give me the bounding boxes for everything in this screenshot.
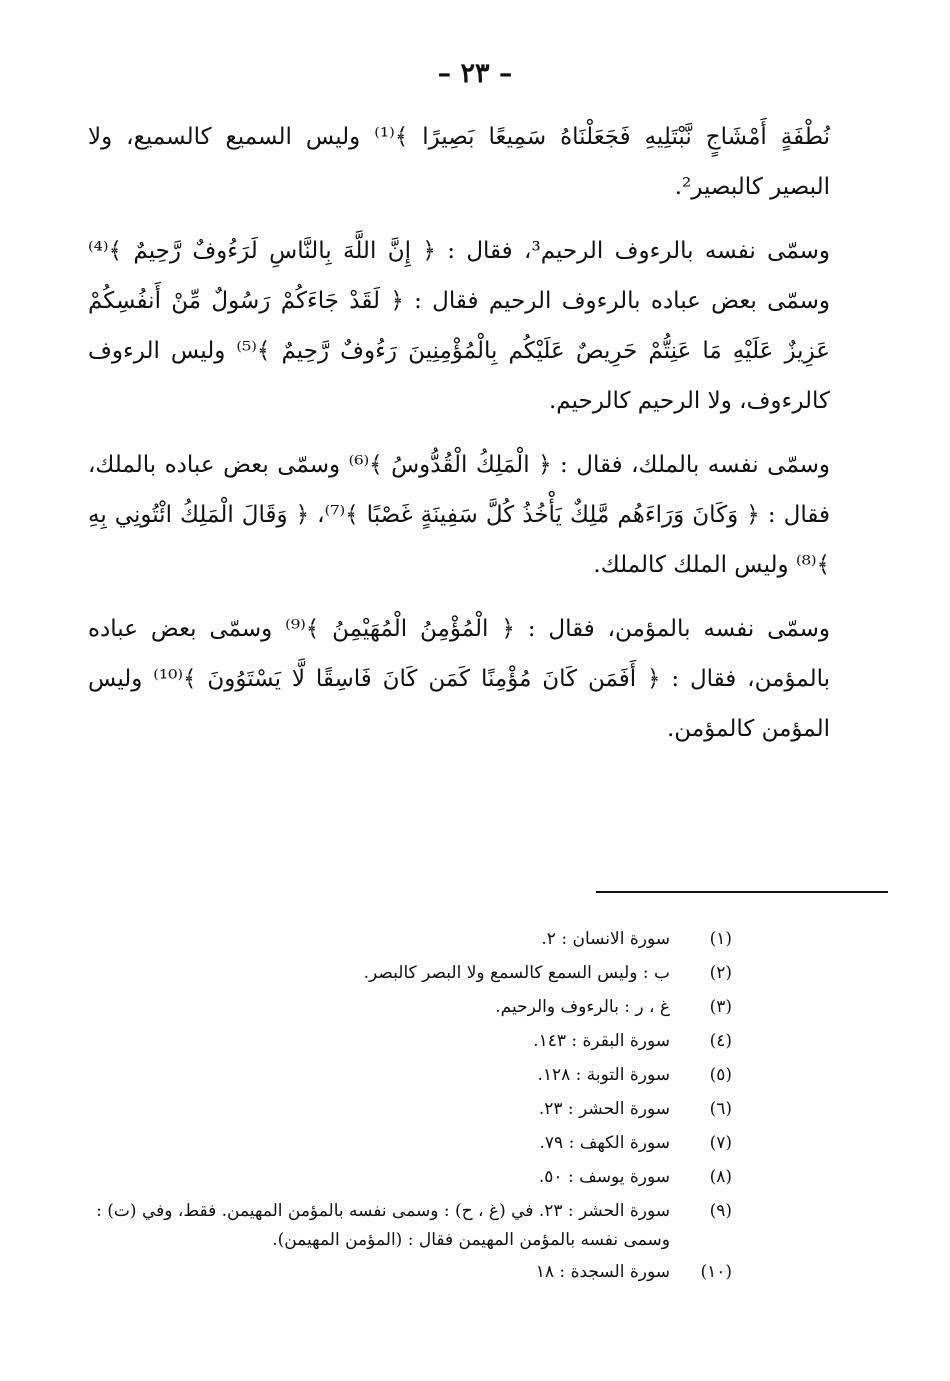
footnote-text: ب : وليس السمع كالسمع ولا البصر كالبصر. [363,963,670,983]
footnote-number: (٤) [709,1031,732,1051]
footnote [90,922,732,956]
footnote [90,990,732,1024]
footnote-text: سورة الحشر : ٢٣. في (غ ، ح) : وسمى نفسه بالمؤمن المهيمن. فقط، وفي (ت) : وسمى نفسه بالمؤمن المهيمن فقال : (المؤمن المهيمن). [96,1201,670,1250]
footnote-number: (٧) [709,1133,732,1153]
footnote-text: سورة الانسان : ٢. [541,929,670,949]
footnote-text: غ ، ر : بالرءوف والرحيم. [495,997,670,1017]
footnote-text: سورة يوسف : ٥٠. [538,1167,670,1187]
footnote-number: (٢) [709,963,732,983]
footnote-text: سورة البقرة : ١٤٣. [533,1031,670,1051]
footnote-separator [596,891,888,893]
footnote [90,1092,732,1126]
footnote-number: (٨) [709,1167,732,1187]
paragraph-1: نُطْفَةٍ أَمْشَاجٍ نَّبْتَلِيهِ فَجَعَلْنَاهُ سَمِيعًا بَصِيرًا ﴾⁽¹⁾ وليس السميع كالسميع، ولا البصير كالبصير². [88,124,830,200]
footnote-number: (٦) [709,1099,732,1119]
footnote-text: سورة الكهف : ٧٩. [539,1133,670,1153]
footnote [90,1194,732,1255]
footnote [90,956,732,990]
footnote-text: سورة السجدة : ١٨ [535,1262,670,1282]
footnote-number: (٩) [709,1201,732,1221]
paragraph-2: وسمّى نفسه بالرءوف الرحيم³، فقال : ﴿ إِنَّ اللَّهَ بِالنَّاسِ لَرَءُوفٌ رَّحِيمٌ ﴾⁽⁴⁾ وسمّى بعض عباده بالرءوف الرحيم فقال : ﴿ لَقَدْ جَاءَكُمْ رَسُولٌ مِّنْ أَنفُسِكُمْ عَزِيزٌ عَلَيْهِ مَا عَنِتُّمْ حَرِيصٌ عَلَيْكُم بِالْمُؤْمِنِينَ رَءُوفٌ رَّحِيمٌ ﴾⁽⁵⁾ وليس الرءوف كالرءوف، ولا الرحيم كالرحيم. [88,238,830,414]
footnote [90,1058,732,1092]
footnote [90,1024,732,1058]
footnote-number: (٣) [709,997,732,1017]
footnote [90,1255,732,1289]
paragraph-3: وسمّى نفسه بالملك، فقال : ﴿ الْمَلِكُ الْقُدُّوسُ ﴾⁽⁶⁾ وسمّى بعض عباده بالملك، فقال : ﴿ وَكَانَ وَرَاءَهُم مَّلِكٌ يَأْخُذُ كُلَّ سَفِينَةٍ غَصْبًا ﴾⁽⁷⁾، ﴿ وَقَالَ الْمَلِكُ ائْتُونِي بِهِ ﴾⁽⁸⁾ وليس الملك كالملك. [88,452,830,578]
footnote-number: (١٠) [700,1262,732,1282]
footnotes [90,922,732,1289]
footnote-text: سورة التوبة : ١٢٨. [537,1065,670,1085]
footnote-number: (١) [709,929,732,949]
footnote-number: (٥) [709,1065,732,1085]
footnote [90,1126,732,1160]
footnote [90,1160,732,1194]
page-number: – ٢٣ – [437,58,513,89]
footnote-text: سورة الحشر : ٢٣. [538,1099,670,1119]
paragraph-4: وسمّى نفسه بالمؤمن، فقال : ﴿ الْمُؤْمِنُ الْمُهَيْمِنُ ﴾⁽⁹⁾ وسمّى بعض عباده بالمؤمن، فقال : ﴿ أَفَمَن كَانَ مُؤْمِنًا كَمَن كَانَ فَاسِقًا لَّا يَسْتَوُونَ ﴾⁽¹⁰⁾ وليس المؤمن كالمؤمن. [88,616,830,742]
body-text [88,112,830,768]
